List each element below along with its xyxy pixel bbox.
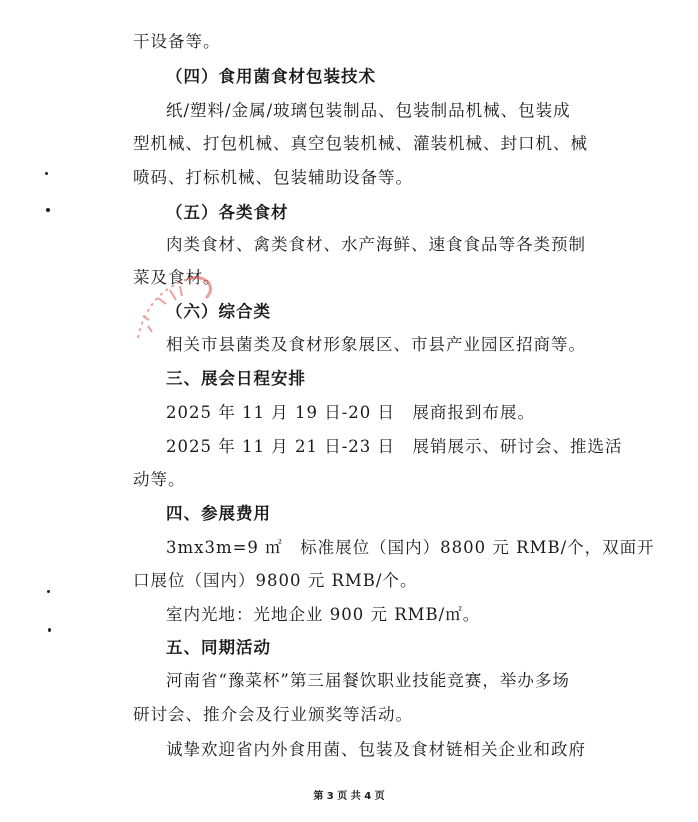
text-line: 2025 年 11 月 21 日-23 日 展销展示、研讨会、推选活 xyxy=(166,437,623,456)
text-line: 喷码、打标机械、包装辅助设备等。 xyxy=(133,168,413,187)
text-line: 2025 年 11 月 19 日-20 日 展商报到布展。 xyxy=(166,403,536,422)
text-line: 诚挚欢迎省内外食用菌、包装及食材链相关企业和政府 xyxy=(166,740,586,759)
text-line: 肉类食材、禽类食材、水产海鲜、速食食品等各类预制 xyxy=(166,235,586,254)
text-line: 型机械、打包机械、真空包装机械、灌装机械、封口机、械 xyxy=(133,134,588,153)
scan-speck xyxy=(48,628,51,632)
text-line: 动等。 xyxy=(133,470,186,489)
section-title-ingredients: （五）各类食材 xyxy=(166,203,289,222)
section-title-packaging: （四）食用菌食材包装技术 xyxy=(166,67,376,86)
text-line: 干设备等。 xyxy=(133,32,221,51)
heading-fees: 四、参展费用 xyxy=(166,504,271,523)
text-line: 河南省“豫菜杯”第三届餐饮职业技能竞赛，举办多场 xyxy=(166,671,570,690)
section-title-comprehensive: （六）综合类 xyxy=(166,302,271,321)
page-footer: 第 3 页 共 4 页 xyxy=(313,791,385,802)
text-line: 研讨会、推介会及行业颁奖等活动。 xyxy=(133,705,413,724)
text-line: 菜及食材。 xyxy=(133,268,221,287)
scan-speck xyxy=(45,172,48,175)
text-line: 纸/塑料/金属/玻璃包装制品、包装制品机械、包装成 xyxy=(166,101,571,120)
heading-activities: 五、同期活动 xyxy=(166,638,271,657)
scan-speck xyxy=(47,590,50,593)
text-line: 口展位（国内）9800 元 RMB/个。 xyxy=(133,571,418,590)
scan-speck xyxy=(46,208,50,212)
text-line: 室内光地：光地企业 900 元 RMB/㎡。 xyxy=(166,605,481,624)
heading-schedule: 三、展会日程安排 xyxy=(166,369,306,388)
text-line: 3mx3m=9 ㎡ 标准展位（国内）8800 元 RMB/个，双面开 xyxy=(166,538,655,557)
text-line: 相关市县菌类及食材形象展区、市县产业园区招商等。 xyxy=(166,335,586,354)
